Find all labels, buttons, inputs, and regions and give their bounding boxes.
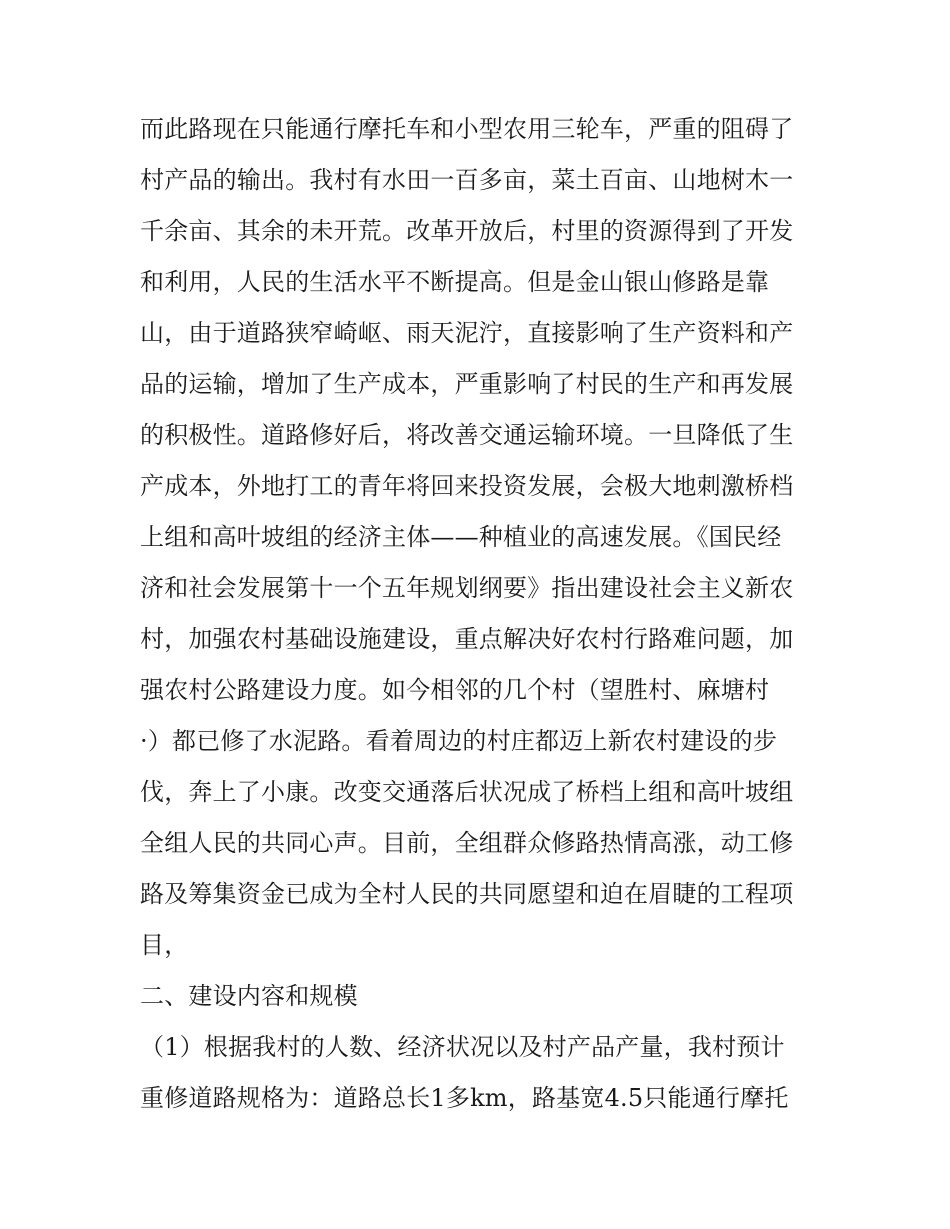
text-line: ·）都已修了水泥路。看着周边的村庄都迈上新农村建设的步 — [140, 727, 778, 755]
text-line: 和利用，人民的生活水平不断提高。但是金山银山修路是靠 — [140, 268, 770, 296]
text-line: 上组和高叶坡组的经济主体——种植业的高速发展。《国民经 — [140, 523, 782, 551]
text-line: 目， — [140, 931, 189, 959]
text-line: 千余亩、其余的未开荒。改革开放后，村里的资源得到了开发 — [140, 217, 794, 245]
text-line: 品的运输，增加了生产成本，严重影响了村民的生产和再发展 — [140, 370, 794, 398]
text-line: 山，由于道路狭窄崎岖、雨天泥泞，直接影响了生产资料和产 — [140, 319, 794, 347]
text-line: 产成本，外地打工的青年将回来投资发展，会极大地刺激桥档 — [140, 472, 794, 500]
text-line: 而此路现在只能通行摩托车和小型农用三轮车，严重的阻碍了 — [140, 115, 794, 143]
text-line: 村产品的输出。我村有水田一百多亩，菜土百亩、山地树木一 — [140, 166, 794, 194]
text-line: （1）根据我村的人数、经济状况以及村产品产量，我村预计 — [140, 1033, 785, 1061]
section-heading: 二、建设内容和规模 — [140, 982, 358, 1010]
body-text — [140, 104, 820, 1124]
text-line: 济和社会发展第十一个五年规划纲要》指出建设社会主义新农 — [140, 574, 794, 602]
text-line: 村，加强农村基础设施建设，重点解决好农村行路难问题，加 — [140, 625, 794, 653]
text-line: 伐，奔上了小康。改变交通落后状况成了桥档上组和高叶坡组 — [140, 778, 794, 806]
text-line: 强农村公路建设力度。如今相邻的几个村（望胜村、麻塘村 — [140, 676, 770, 704]
text-line: 路及筹集资金已成为全村人民的共同愿望和迫在眉睫的工程项 — [140, 880, 794, 908]
text-line: 的积极性。道路修好后，将改善交通运输环境。一旦降低了生 — [140, 421, 794, 449]
text-line: 重修道路规格为：道路总长1多km，路基宽4.5只能通行摩托 — [140, 1084, 789, 1112]
text-line: 全组人民的共同心声。目前，全组群众修路热情高涨，动工修 — [140, 829, 794, 857]
